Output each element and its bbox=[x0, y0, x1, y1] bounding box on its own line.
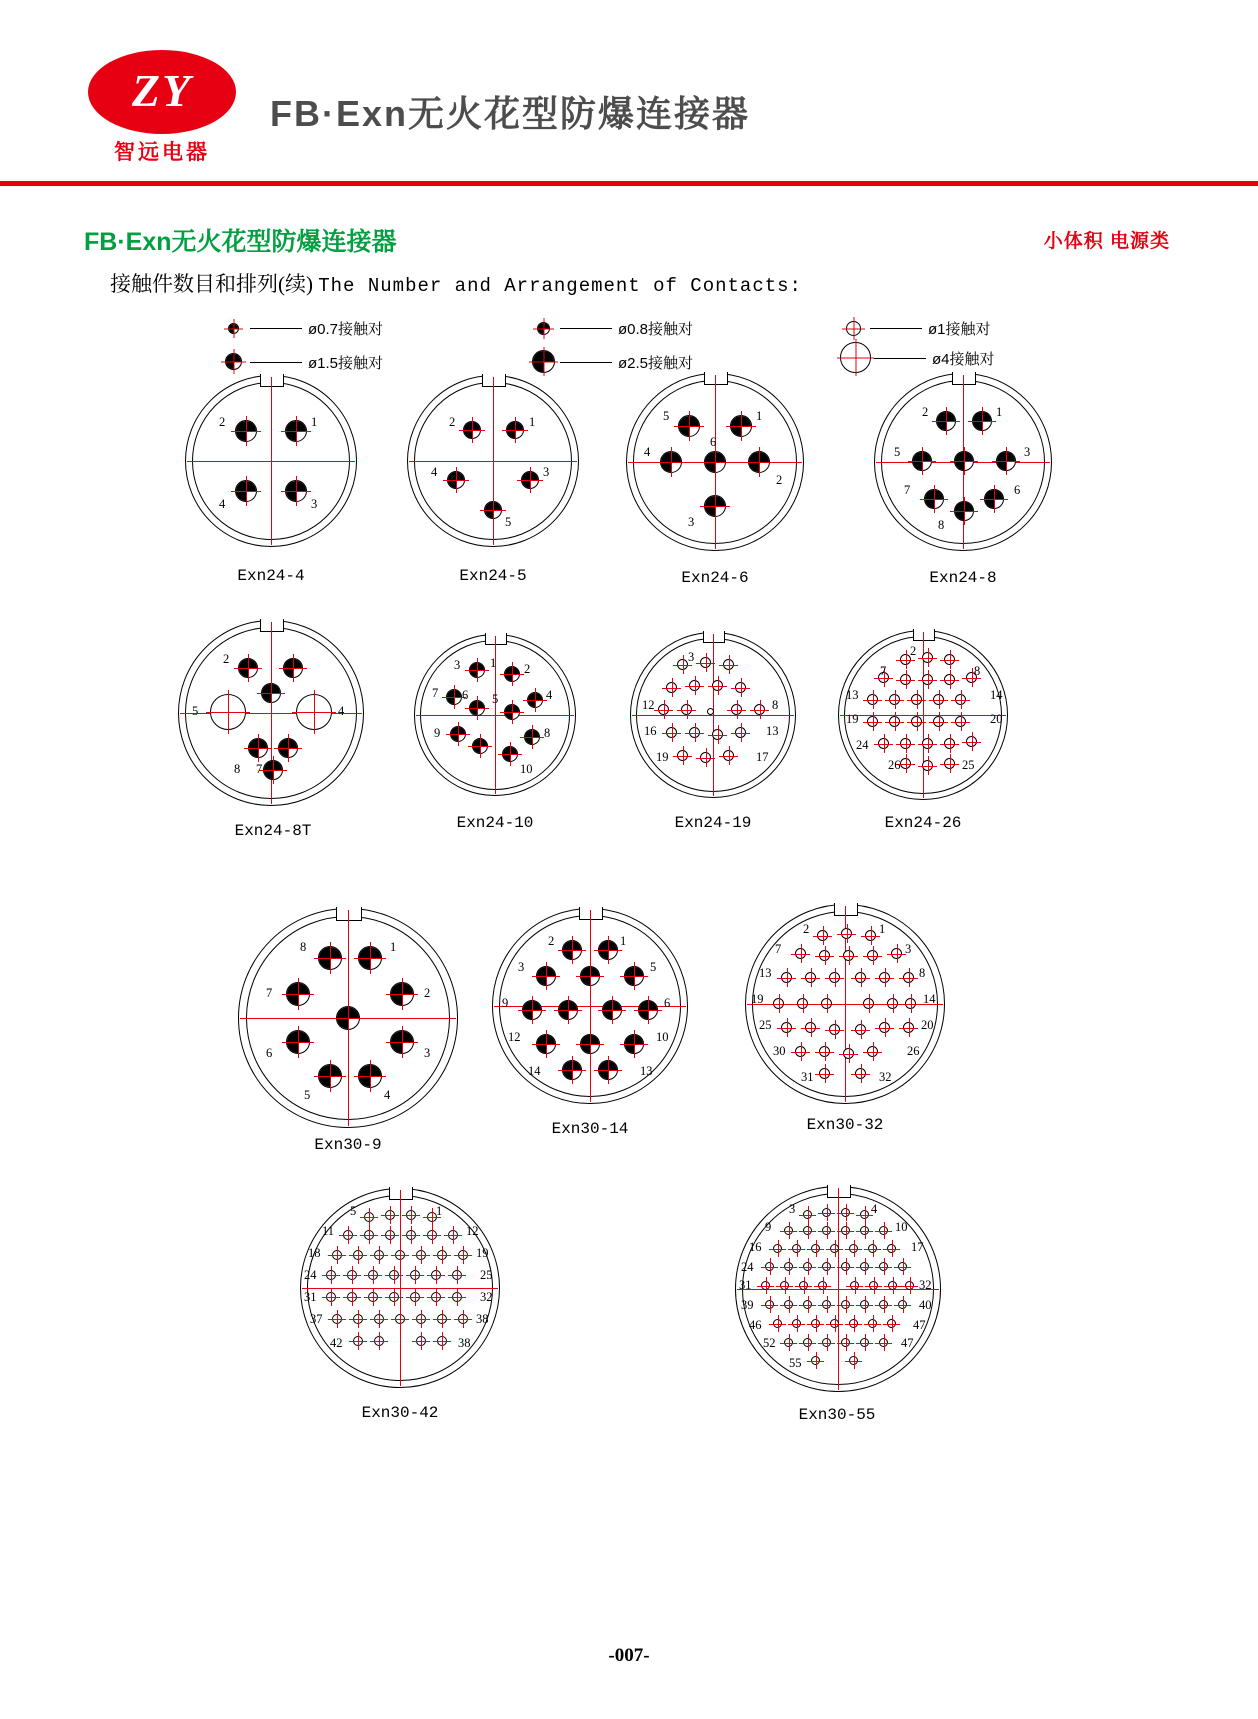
pin-number: 17 bbox=[911, 1240, 924, 1254]
header-divider bbox=[0, 181, 1258, 186]
pin-number: 19 bbox=[751, 992, 764, 1006]
legend-leader-line-2 bbox=[870, 328, 922, 329]
connector-caption: Exn24-10 bbox=[456, 814, 534, 832]
pin-number: 26 bbox=[888, 758, 901, 772]
pin-number: 5 bbox=[894, 445, 901, 459]
legend-item-4 bbox=[528, 349, 693, 375]
pin-number: 16 bbox=[749, 1240, 762, 1254]
pin-number: 13 bbox=[766, 724, 779, 738]
pin-number: 2 bbox=[910, 644, 917, 658]
connector-exn24-8t bbox=[178, 620, 364, 840]
legend bbox=[218, 315, 1058, 377]
pin-number: 25 bbox=[480, 1268, 493, 1282]
pin-number: 7 bbox=[256, 762, 263, 776]
logo-company-name: 智远电器 bbox=[114, 141, 210, 164]
pin-number: 5 bbox=[650, 960, 657, 974]
pin-number: 2 bbox=[803, 922, 810, 936]
pin-number: 1 bbox=[620, 934, 627, 948]
pin-number: 25 bbox=[759, 1018, 772, 1032]
pin-number: 2 bbox=[449, 415, 456, 429]
legend-leader-line-4 bbox=[560, 362, 612, 363]
pin-number: 4 bbox=[871, 1202, 878, 1216]
connector-caption: Exn30-9 bbox=[314, 1136, 382, 1154]
pin-number: 16 bbox=[644, 724, 657, 738]
pin-number: 1 bbox=[756, 409, 763, 423]
pin-number: 2 bbox=[524, 662, 531, 676]
section-heading: FB·Exn无火花型防爆连接器 bbox=[84, 228, 397, 256]
pin-number: 14 bbox=[923, 992, 936, 1006]
pin-number: 13 bbox=[759, 966, 772, 980]
legend-label-3: ø1.5接触对 bbox=[308, 354, 384, 372]
pin-number: 24 bbox=[856, 738, 869, 752]
pin-number: 17 bbox=[756, 750, 769, 764]
connector-caption: Exn24-19 bbox=[674, 814, 752, 832]
connector-exn24-19 bbox=[630, 632, 796, 832]
pin-number: 30 bbox=[773, 1044, 786, 1058]
pin-number: 14 bbox=[528, 1064, 541, 1078]
pin-number: 8 bbox=[544, 726, 551, 740]
pin-number: 5 bbox=[505, 515, 512, 529]
pin-number: 37 bbox=[310, 1312, 323, 1326]
logo-monogram: ZY bbox=[131, 65, 193, 116]
section-category-label: 小体积 电源类 bbox=[1043, 231, 1170, 252]
pin-number: 31 bbox=[304, 1290, 317, 1304]
pin-number: 25 bbox=[962, 758, 975, 772]
pin-number: 20 bbox=[990, 712, 1003, 726]
pin-number: 6 bbox=[1014, 483, 1021, 497]
pin-number: 13 bbox=[846, 688, 859, 702]
connector-caption: Exn24-5 bbox=[459, 567, 527, 585]
pin-number: 39 bbox=[741, 1298, 754, 1312]
contact-dot-1_5-icon bbox=[218, 349, 248, 375]
pin-number: 3 bbox=[905, 942, 912, 956]
pin-number: 4 bbox=[431, 465, 438, 479]
pin-number: 1 bbox=[436, 1204, 443, 1218]
page-number: -007- bbox=[608, 1645, 650, 1666]
legend-label-4: ø2.5接触对 bbox=[618, 354, 694, 372]
pin-number: 1 bbox=[879, 922, 886, 936]
pin-number: 1 bbox=[529, 415, 536, 429]
pin-number: 12 bbox=[466, 1224, 479, 1238]
pin-number: 3 bbox=[789, 1202, 796, 1216]
legend-leader-line-0 bbox=[250, 328, 302, 329]
pin-number: 5 bbox=[304, 1088, 311, 1102]
pin-number: 4 bbox=[546, 688, 553, 702]
connector-exn24-10 bbox=[414, 634, 576, 832]
connector-caption: Exn30-14 bbox=[551, 1120, 629, 1138]
pin-number: 12 bbox=[508, 1030, 521, 1044]
pin-number: 19 bbox=[656, 750, 669, 764]
connector-exn30-32 bbox=[745, 904, 945, 1134]
pin-number: 5 bbox=[192, 704, 199, 718]
connector-exn30-9 bbox=[238, 908, 458, 1154]
pin-number: 55 bbox=[789, 1356, 802, 1370]
pin-number: 32 bbox=[480, 1290, 493, 1304]
connector-exn24-8 bbox=[874, 373, 1052, 587]
connector-caption: Exn30-42 bbox=[361, 1404, 439, 1422]
pin-number: 1 bbox=[390, 940, 397, 954]
pin-number: 8 bbox=[974, 664, 981, 678]
pin-number: 19 bbox=[846, 712, 859, 726]
legend-label-0: ø0.7接触对 bbox=[308, 320, 384, 338]
pin-number: 3 bbox=[688, 515, 695, 529]
pin-number: 47 bbox=[901, 1336, 914, 1350]
connector-caption: Exn24-4 bbox=[237, 567, 305, 585]
connector-exn30-42 bbox=[300, 1188, 500, 1422]
pin-number: 7 bbox=[432, 686, 439, 700]
pin-number: 6 bbox=[710, 435, 717, 449]
pin-number: 18 bbox=[308, 1246, 321, 1260]
connector-exn30-14 bbox=[492, 908, 688, 1138]
pin-number: 5 bbox=[350, 1204, 357, 1218]
pin-number: 11 bbox=[322, 1224, 335, 1238]
pin-number: 31 bbox=[801, 1070, 814, 1084]
pin-number: 10 bbox=[520, 762, 533, 776]
legend-leader-line-1 bbox=[560, 328, 612, 329]
pin-number: 12 bbox=[642, 698, 655, 712]
pin-number: 4 bbox=[384, 1088, 391, 1102]
pin-number: 2 bbox=[424, 986, 431, 1000]
pin-number: 19 bbox=[476, 1246, 489, 1260]
pin-number: 8 bbox=[234, 762, 241, 776]
pin-number: 32 bbox=[919, 1278, 932, 1292]
pin-number: 5 bbox=[663, 409, 670, 423]
pin-number: 8 bbox=[919, 966, 926, 980]
page-title: FB·Exn无火花型防爆连接器 bbox=[270, 93, 751, 134]
company-logo bbox=[88, 50, 236, 170]
pin-number: 3 bbox=[518, 960, 525, 974]
pin-number: 10 bbox=[895, 1220, 908, 1234]
pin-number: 9 bbox=[765, 1220, 772, 1234]
pin-number: 32 bbox=[879, 1070, 892, 1084]
contact-dot-4-icon bbox=[838, 345, 872, 371]
pin-number: 1 bbox=[311, 415, 318, 429]
connector-exn24-26 bbox=[838, 630, 1008, 832]
connector-caption: Exn24-8 bbox=[929, 569, 997, 587]
contacts-title-en: The Number and Arrangement of Contacts: bbox=[318, 275, 802, 297]
pin-number: 9 bbox=[434, 726, 441, 740]
connector-exn30-55 bbox=[735, 1186, 941, 1424]
pin-number: 38 bbox=[476, 1312, 489, 1326]
pin-number: 3 bbox=[454, 658, 461, 672]
contact-dot-1-icon bbox=[838, 315, 868, 341]
legend-leader-line-5 bbox=[874, 358, 926, 359]
pin-number: 52 bbox=[763, 1336, 776, 1350]
legend-item-3 bbox=[218, 349, 383, 375]
pin-number: 8 bbox=[772, 698, 779, 712]
pin-number: 24 bbox=[304, 1268, 317, 1282]
pin-number: 13 bbox=[640, 1064, 653, 1078]
pin-number: 38 bbox=[458, 1336, 471, 1350]
pin-number: 7 bbox=[904, 483, 911, 497]
legend-label-2: ø1接触对 bbox=[928, 320, 991, 338]
pin-number: 4 bbox=[219, 497, 226, 511]
legend-label-1: ø0.8接触对 bbox=[618, 320, 694, 338]
pin-number: 4 bbox=[338, 704, 345, 718]
pin-number: 31 bbox=[739, 1278, 752, 1292]
pin-number: 7 bbox=[266, 986, 273, 1000]
pin-number: 3 bbox=[311, 497, 318, 511]
pin-number: 3 bbox=[543, 465, 550, 479]
pin-number: 6 bbox=[664, 996, 671, 1010]
pin-number: 5 bbox=[492, 692, 499, 706]
contact-dot-2_5-icon bbox=[528, 349, 558, 375]
pin-number: 3 bbox=[1024, 445, 1031, 459]
pin-number: 7 bbox=[880, 664, 887, 678]
pin-number: 14 bbox=[990, 688, 1003, 702]
contacts-section-title bbox=[110, 268, 802, 298]
connector-exn24-5 bbox=[407, 375, 579, 585]
pin-number: 2 bbox=[223, 652, 230, 666]
legend-item-1 bbox=[528, 315, 693, 341]
pin-number: 8 bbox=[938, 518, 945, 532]
pin-number: 1 bbox=[490, 656, 497, 670]
legend-leader-line-3 bbox=[250, 362, 302, 363]
pin-number: 24 bbox=[741, 1260, 754, 1274]
contact-dot-0_8-icon bbox=[528, 315, 558, 341]
connector-caption: Exn30-55 bbox=[798, 1406, 876, 1424]
pin-number: 40 bbox=[919, 1298, 932, 1312]
pin-number: 46 bbox=[749, 1318, 762, 1332]
contact-dot-0_7-icon bbox=[218, 315, 248, 341]
contacts-title-cn: 接触件数目和排列(续) bbox=[110, 272, 313, 296]
pin-number: 42 bbox=[330, 1336, 343, 1350]
pin-number: 2 bbox=[219, 415, 226, 429]
legend-item-2 bbox=[838, 315, 991, 341]
pin-number: 4 bbox=[644, 445, 651, 459]
pin-number: 6 bbox=[266, 1046, 273, 1060]
pin-number: 3 bbox=[424, 1046, 431, 1060]
pin-number: 8 bbox=[300, 940, 307, 954]
legend-label-5: ø4接触对 bbox=[932, 350, 995, 368]
pin-number: 20 bbox=[921, 1018, 934, 1032]
pin-number: 2 bbox=[776, 473, 783, 487]
connector-exn24-6 bbox=[626, 373, 804, 587]
pin-number: 10 bbox=[656, 1030, 669, 1044]
connector-caption: Exn30-32 bbox=[806, 1116, 884, 1134]
pin-number: 7 bbox=[775, 942, 782, 956]
pin-number: 3 bbox=[688, 650, 695, 664]
connector-caption: Exn24-26 bbox=[884, 814, 962, 832]
pin-number: 2 bbox=[922, 405, 929, 419]
page-header bbox=[0, 0, 1258, 186]
connector-exn24-4 bbox=[185, 375, 357, 585]
legend-item-5 bbox=[838, 345, 995, 371]
legend-item-0 bbox=[218, 315, 383, 341]
pin-number: 6 bbox=[462, 688, 469, 702]
pin-number: 47 bbox=[913, 1318, 926, 1332]
pin-number: 26 bbox=[907, 1044, 920, 1058]
pin-number: 1 bbox=[996, 405, 1003, 419]
pin-number: 2 bbox=[548, 934, 555, 948]
pin-number: 9 bbox=[502, 996, 509, 1010]
connector-caption: Exn24-6 bbox=[681, 569, 749, 587]
connector-caption: Exn24-8T bbox=[234, 822, 312, 840]
